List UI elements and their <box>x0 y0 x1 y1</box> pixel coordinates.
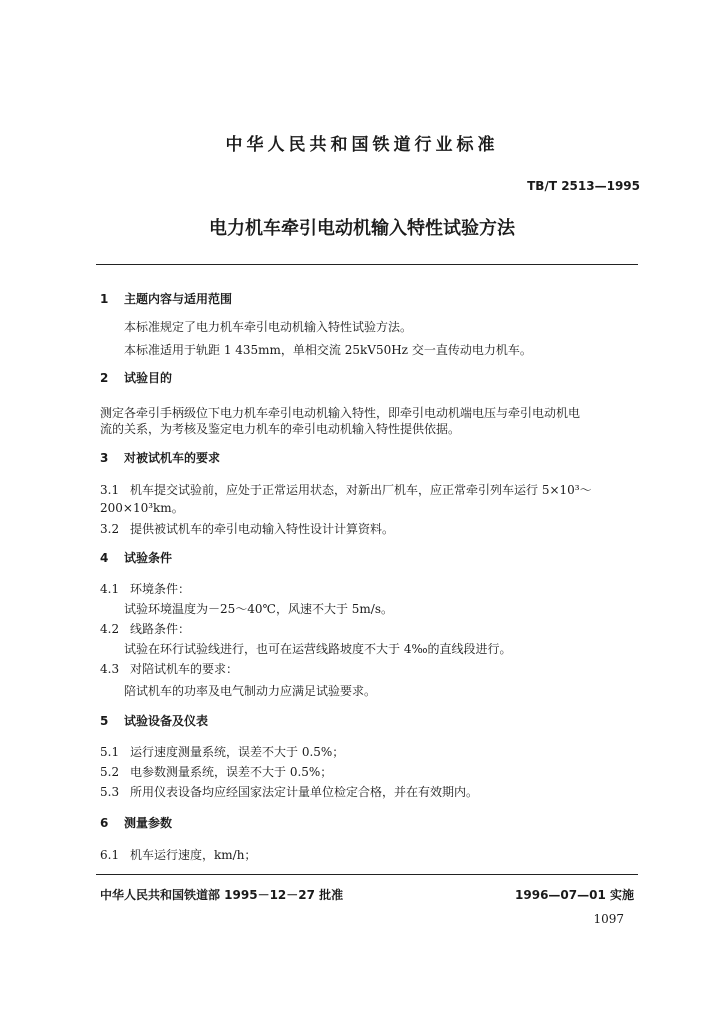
item-number: 3.1 <box>100 483 120 497</box>
item-3-1 <box>100 481 592 498</box>
section-1-paragraph-2: 本标准适用于轨距 1 435mm，单相交流 25kV50Hz 交一直传动电力机车。 <box>124 343 532 357</box>
section-5-heading <box>100 712 208 729</box>
item-4-1-text: 试验环境温度为－25～40℃，风速不大于 5m/s。 <box>124 602 393 616</box>
section-title: 对被试机车的要求 <box>124 451 221 465</box>
item-4-2 <box>100 620 190 637</box>
item-label: 对陪试机车的要求： <box>130 662 239 676</box>
item-text: 电参数测量系统，误差不大于 0.5%； <box>130 765 333 779</box>
section-title: 试验条件 <box>124 551 173 565</box>
section-title: 试验目的 <box>124 371 173 385</box>
section-number: 6 <box>100 816 109 830</box>
section-number: 5 <box>100 714 109 728</box>
section-2-line-1: 测定各牵引手柄级位下电力机车牵引电动机输入特性，即牵引电动机端电压与牵引电动机电 <box>100 406 581 420</box>
item-number: 4.2 <box>100 622 120 636</box>
section-title: 主题内容与适用范围 <box>124 292 233 306</box>
item-number: 5.2 <box>100 765 120 779</box>
item-text: 机车提交试验前，应处于正常运用状态，对新出厂机车，应正常牵引列车运行 5×10³～ <box>130 483 592 497</box>
item-text: 机车运行速度，km/h； <box>130 848 257 862</box>
item-4-3 <box>100 660 238 677</box>
item-3-2 <box>100 520 394 537</box>
item-number: 4.3 <box>100 662 120 676</box>
document-title: 电力机车牵引电动机输入特性试验方法 <box>209 218 515 239</box>
item-number: 5.3 <box>100 785 120 799</box>
section-1-heading <box>100 290 232 307</box>
approval-line: 中华人民共和国铁道部 1995－12－27 批准 <box>100 888 344 902</box>
footer-rule <box>96 874 638 875</box>
page-number: 1097 <box>593 912 624 926</box>
item-4-3-text: 陪试机车的功率及电气制动力应满足试验要求。 <box>124 684 377 698</box>
effective-date: 1996—07—01 实施 <box>515 888 634 902</box>
section-2-line-2: 流的关系，为考核及鉴定电力机车的牵引电动机输入特性提供依据。 <box>100 422 461 436</box>
section-6-heading <box>100 814 172 831</box>
item-number: 4.1 <box>100 582 120 596</box>
item-5-1 <box>100 743 344 760</box>
item-label: 线路条件： <box>130 622 191 636</box>
section-number: 4 <box>100 551 109 565</box>
section-number: 2 <box>100 371 109 385</box>
standard-number: TB/T 2513—1995 <box>527 179 640 193</box>
item-number: 5.1 <box>100 745 120 759</box>
item-number: 3.2 <box>100 522 120 536</box>
item-3-1-continuation: 200×10³km。 <box>100 501 184 515</box>
item-4-1 <box>100 580 190 597</box>
item-text: 所用仪表设备均应经国家法定计量单位检定合格，并在有效期内。 <box>130 785 479 799</box>
section-3-heading <box>100 449 220 466</box>
standard-category-title: 中华人民共和国铁道行业标准 <box>225 135 499 155</box>
section-title: 试验设备及仪表 <box>124 714 209 728</box>
section-2-heading <box>100 369 172 386</box>
item-text: 提供被试机车的牵引电动输入特性设计计算资料。 <box>130 522 395 536</box>
item-6-1 <box>100 846 256 863</box>
item-5-2 <box>100 763 332 780</box>
section-4-heading <box>100 549 172 566</box>
item-5-3 <box>100 783 478 800</box>
item-label: 环境条件： <box>130 582 191 596</box>
section-1-paragraph-1: 本标准规定了电力机车牵引电动机输入特性试验方法。 <box>124 320 413 334</box>
item-4-2-text: 试验在环行试验线进行，也可在运营线路坡度不大于 4‰的直线段进行。 <box>124 642 512 656</box>
section-number: 3 <box>100 451 109 465</box>
header-rule <box>96 264 638 265</box>
section-number: 1 <box>100 292 109 306</box>
item-text: 运行速度测量系统，误差不大于 0.5%； <box>130 745 345 759</box>
section-title: 测量参数 <box>124 816 173 830</box>
item-number: 6.1 <box>100 848 120 862</box>
